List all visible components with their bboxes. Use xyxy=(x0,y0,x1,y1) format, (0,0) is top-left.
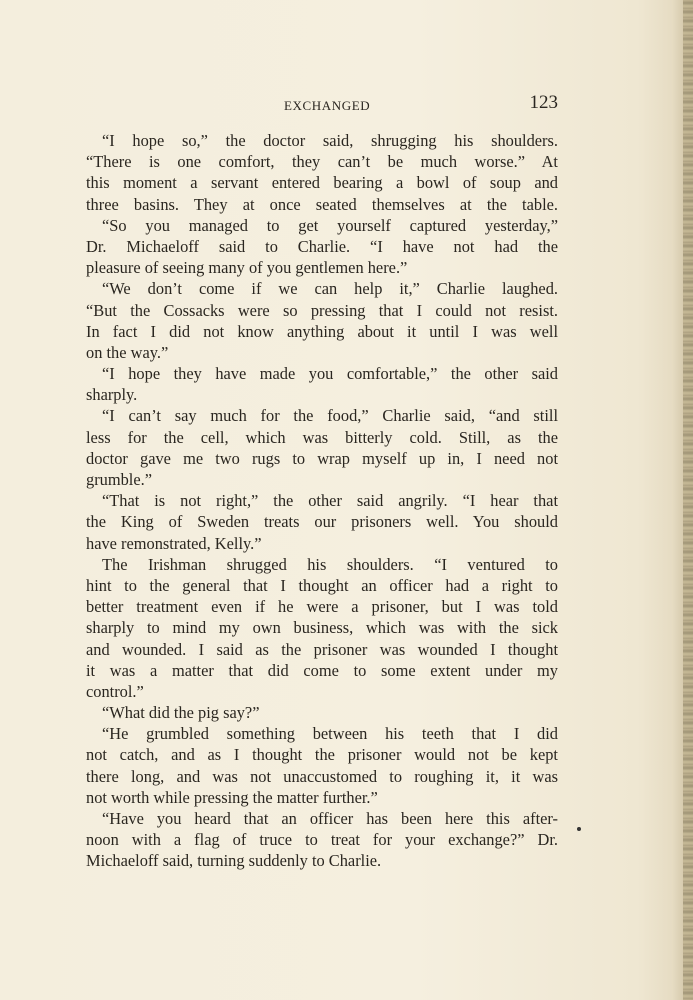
text-line: “But the Cossacks were so pressing that I could not resist. xyxy=(86,300,558,320)
text-line: “I hope so,” the doctor said, shrugging his shoulders. xyxy=(102,131,558,150)
text-line: better treatment even if he were a prisoner, but I was told xyxy=(86,597,558,617)
text-line: control.” xyxy=(86,681,144,701)
text-line: hint to the general that I thought an officer had a right to xyxy=(86,575,558,595)
text-line: on the way.” xyxy=(86,342,169,362)
text-line: there long, and was not unaccustomed to roughing it, it was xyxy=(86,766,558,786)
text-line: have remonstrated, Kelly.” xyxy=(86,533,262,553)
text-line: In fact I did not know anything about it until I was well xyxy=(86,321,558,341)
running-head: EXCHANGED xyxy=(284,98,371,113)
text-line: “He grumbled something between his teeth that I did xyxy=(102,724,558,744)
text-line: noon with a flag of truce to treat for your exchange?” Dr. xyxy=(86,830,558,850)
text-line: pleasure of seeing many of you gentlemen here.” xyxy=(86,258,408,278)
text-line: “So you managed to get yourself captured yesterday,” xyxy=(102,215,558,235)
text-line: this moment a servant entered bearing a bowl of soup and xyxy=(86,173,558,193)
text-line: Dr. Michaeloff said to Charlie. “I have not had the xyxy=(86,236,558,256)
text-line: the King of Sweden treats our prisoners well. You should xyxy=(86,512,558,532)
text-line: “I hope they have made you comfortable,” the other said xyxy=(102,364,558,384)
text-line: sharply to mind my own business, which was with the sick xyxy=(86,618,558,638)
text-line: “That is not right,” the other said angrily. “I hear that xyxy=(102,491,558,511)
text-line: “I can’t say much for the food,” Charlie said, “and still xyxy=(102,406,558,426)
text-line: not worth while pressing the matter further.” xyxy=(86,787,378,807)
text-line: “Have you heard that an officer has been here this after- xyxy=(102,809,558,828)
text-line: “What did the pig say?” xyxy=(102,703,260,723)
text-line: less for the cell, which was bitterly cold. Still, as the xyxy=(86,427,558,447)
text-line: grumble.” xyxy=(86,470,152,489)
text-line: three basins. They at once seated themselves at the table. xyxy=(86,194,558,214)
text-line: Michaeloff said, turning suddenly to Charlie. xyxy=(86,851,382,871)
page-number: 123 xyxy=(529,92,558,113)
text-line: “We don’t come if we can help it,” Charlie laughed. xyxy=(102,279,558,299)
ink-speck xyxy=(577,827,581,831)
text-line: and wounded. I said as the prisoner was wounded I thought xyxy=(86,639,558,659)
text-line: sharply. xyxy=(86,385,138,405)
text-line: The Irishman shrugged his shoulders. “I ventured to xyxy=(102,554,558,574)
page-edge xyxy=(683,0,693,1000)
body-text xyxy=(86,130,558,872)
text-line: doctor gave me two rugs to wrap myself up in, I need not xyxy=(86,448,558,468)
text-line: it was a matter that did come to some extent under my xyxy=(86,660,558,680)
text-line: not catch, and as I thought the prisoner would not be kept xyxy=(86,745,558,765)
text-line: “There is one comfort, they can’t be much worse.” At xyxy=(86,152,558,172)
page-header xyxy=(86,92,558,116)
